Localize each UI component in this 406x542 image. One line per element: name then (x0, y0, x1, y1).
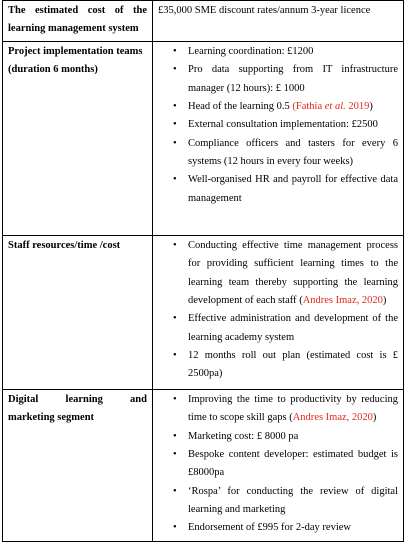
label-line: learning management system (8, 23, 139, 35)
row-bullets (153, 235, 404, 389)
row-value: £35,000 SME discount rates/annum 3-year licence (153, 1, 404, 42)
cite-etal: et al. (324, 100, 346, 112)
paren-close: ) (369, 100, 373, 112)
row-label (3, 235, 153, 389)
item-text: Head of the learning 0.5 (188, 100, 293, 112)
table-row (3, 235, 404, 389)
list-item: • Improving the time to productivity by reducing time to scope skill gaps (Andres Imaz, 2020) (188, 391, 398, 428)
item-text: Improving the time to productivity by reducing time to scope skill gaps (188, 393, 398, 424)
label-line: The estimated cost of the (8, 5, 147, 16)
label-line: Project implementation teams (8, 45, 143, 57)
list-item: • Effective administration and development of the learning academy system (188, 310, 398, 347)
list-item: • Compliance officers and tasters for every 6 systems (12 hours in every four weeks) (188, 135, 398, 172)
label-line: (duration 6 months) (8, 64, 98, 76)
label-line: Digital learning and (8, 393, 147, 405)
list-item: • Learning coordination: £1200 (188, 43, 398, 61)
row-label (3, 1, 153, 42)
list-item: • Bespoke content developer: estimated budget is £8000pa (188, 446, 398, 483)
row-bullets (153, 389, 404, 541)
table-row (3, 1, 404, 42)
row-bullets (153, 41, 404, 235)
list-item: • Marketing cost: £ 8000 pa (188, 428, 398, 446)
citation[interactable]: Andres Imaz, 2020 (302, 294, 383, 306)
list-item: • Pro data supporting from IT infrastructure manager (12 hours): £ 1000 (188, 61, 398, 98)
cite-author: Fathia (295, 100, 325, 112)
list-item: • ‘Rospa’ for conducting the review of digital learning and marketing (188, 483, 398, 520)
row-label (3, 389, 153, 541)
cost-table-frame (2, 0, 404, 536)
list-item: • Conducting effective time management process for providing sufficient learning times to the learning team thereby supporting the learning development of each staff (Andres Imaz, 2020) (188, 237, 398, 311)
cost-table (2, 0, 404, 542)
citation[interactable] (292, 101, 369, 112)
label-line: marketing segment (8, 412, 95, 424)
label-line: Staff resources/time /cost (8, 239, 121, 251)
list-item: • 12 months roll out plan (estimated cost is £ 2500pa) (188, 347, 398, 384)
item-text: Conducting effective time management process for providing sufficient learning times to the learning team thereby supporting the learning development of each staff (188, 239, 398, 306)
cite-year: 2019 (345, 100, 370, 112)
list-item (188, 98, 398, 116)
bullet-list (158, 391, 398, 538)
bullet-list (158, 43, 398, 208)
citation[interactable]: Andres Imaz, 2020 (292, 412, 373, 424)
table-row (3, 41, 404, 235)
list-item: • Endorsement of £995 for 2-day review (188, 519, 398, 537)
paren-open: ( (292, 100, 296, 112)
list-item: • Well-organised HR and payroll for effective data management (188, 171, 398, 208)
table-row (3, 389, 404, 541)
row-label (3, 41, 153, 235)
bullet-list (158, 237, 398, 384)
list-item: • External consultation implementation: £2500 (188, 116, 398, 134)
